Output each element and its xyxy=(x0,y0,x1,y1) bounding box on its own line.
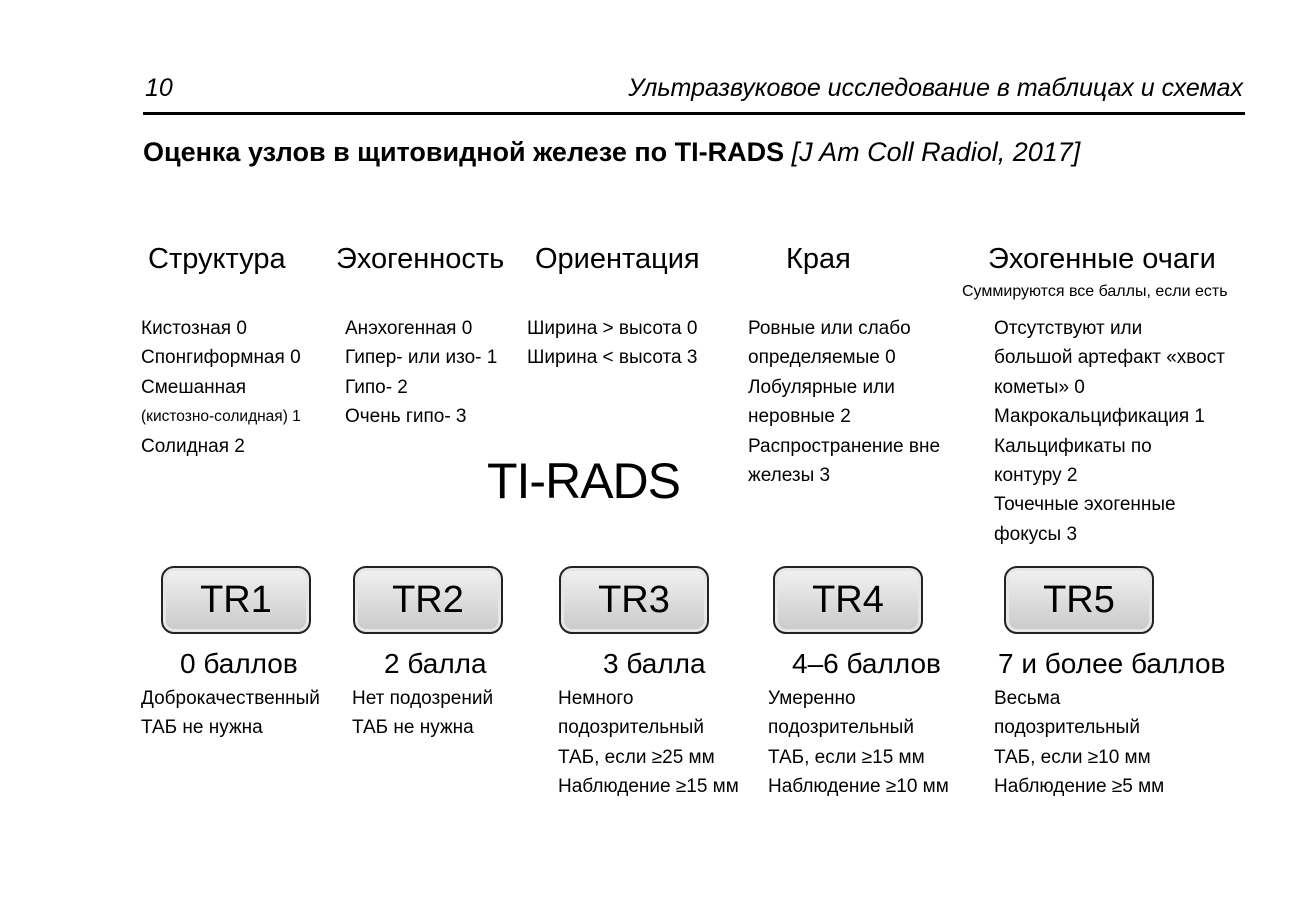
tr1-score: 0 баллов xyxy=(180,648,298,679)
category-items-structure xyxy=(141,314,301,461)
tr4-description xyxy=(768,684,949,802)
running-title: Ультразвуковое исследование в таблицах и схемах xyxy=(628,74,1243,102)
tr2-description xyxy=(352,684,493,743)
tr5-box: TR5 xyxy=(1004,566,1154,634)
category-heading-margins: Края xyxy=(786,243,851,275)
list-item: контуру 2 xyxy=(994,465,1078,487)
list-item: большой артефакт «хвост xyxy=(994,347,1225,369)
list-item: Лобулярные или xyxy=(748,376,895,398)
category-heading-structure: Структура xyxy=(148,243,286,275)
title-citation: [J Am Coll Radiol, 2017] xyxy=(791,137,1081,167)
list-item: фокусы 3 xyxy=(994,523,1078,545)
page-number: 10 xyxy=(145,74,173,102)
list-item: ТАБ не нужна xyxy=(352,717,474,739)
list-item: Наблюдение ≥5 мм xyxy=(994,776,1165,798)
list-item: Солидная 2 xyxy=(141,435,245,457)
category-subheading-echogenic-foci: Суммируются все баллы, если есть xyxy=(962,283,1228,300)
tr1-description xyxy=(141,684,320,743)
tr3-box: TR3 xyxy=(559,566,709,634)
list-item: Анэхогенная 0 xyxy=(345,318,473,339)
list-item: Распространение вне xyxy=(748,435,941,457)
category-items-margins xyxy=(748,314,940,490)
tr2-score: 2 балла xyxy=(384,648,487,679)
page-title xyxy=(143,137,1080,168)
list-item: Кальцификаты по xyxy=(994,435,1152,457)
list-item: Ширина < высота 3 xyxy=(527,347,698,369)
list-item: подозрительный xyxy=(994,717,1140,739)
category-items-echogenic-foci xyxy=(994,314,1225,549)
tr4-score: 4–6 баллов xyxy=(792,648,941,679)
list-item: Немного xyxy=(558,688,634,709)
list-item: определяемые 0 xyxy=(748,347,896,369)
list-item: подозрительный xyxy=(558,717,704,739)
tr5-description xyxy=(994,684,1164,802)
list-item: Нет подозрений xyxy=(352,688,494,709)
list-item: Наблюдение ≥15 мм xyxy=(558,776,739,798)
title-main: Оценка узлов в щитовидной железе по TI-RADS xyxy=(143,137,785,167)
list-item: Очень гипо- 3 xyxy=(345,406,467,428)
tr1-box: TR1 xyxy=(161,566,311,634)
list-item: (кистозно-солидная) 1 xyxy=(141,408,301,426)
list-item: Смешанная xyxy=(141,376,247,398)
category-items-echogenicity xyxy=(345,314,497,432)
list-item: неровные 2 xyxy=(748,406,851,428)
tr4-box: TR4 xyxy=(773,566,923,634)
list-item: Наблюдение ≥10 мм xyxy=(768,776,949,798)
category-heading-orientation: Ориентация xyxy=(535,243,700,275)
list-item: Макрокальцификация 1 xyxy=(994,406,1206,428)
ti-rads-center-label: TI-RADS xyxy=(487,453,680,509)
list-item: Кистозная 0 xyxy=(141,318,247,339)
tr3-description xyxy=(558,684,739,802)
list-item: Гипер- или изо- 1 xyxy=(345,347,498,369)
list-item: кометы» 0 xyxy=(994,376,1085,398)
tr5-score: 7 и более баллов xyxy=(998,648,1226,679)
list-item: ТАБ не нужна xyxy=(141,717,263,739)
category-heading-echogenic-foci: Эхогенные очаги xyxy=(988,243,1216,275)
list-item: Гипо- 2 xyxy=(345,376,408,398)
list-item: Умеренно xyxy=(768,688,856,709)
list-item: железы 3 xyxy=(748,465,831,487)
category-items-orientation xyxy=(527,314,697,373)
list-item: Спонгиформная 0 xyxy=(141,347,301,369)
list-item: Доброкачественный xyxy=(141,688,320,709)
list-item: ТАБ, если ≥25 мм xyxy=(558,746,715,768)
tr3-score: 3 балла xyxy=(603,648,706,679)
list-item: ТАБ, если ≥10 мм xyxy=(994,746,1151,768)
list-item: ТАБ, если ≥15 мм xyxy=(768,746,925,768)
tr2-box: TR2 xyxy=(353,566,503,634)
list-item: подозрительный xyxy=(768,717,914,739)
header-rule xyxy=(143,112,1245,115)
list-item: Точечные эхогенные xyxy=(994,494,1176,516)
list-item: Ровные или слабо xyxy=(748,318,911,339)
list-item: Весьма xyxy=(994,688,1061,709)
list-item: Отсутствуют или xyxy=(994,318,1143,339)
list-item: Ширина > высота 0 xyxy=(527,318,698,339)
category-heading-echogenicity: Эхогенность xyxy=(336,243,505,275)
